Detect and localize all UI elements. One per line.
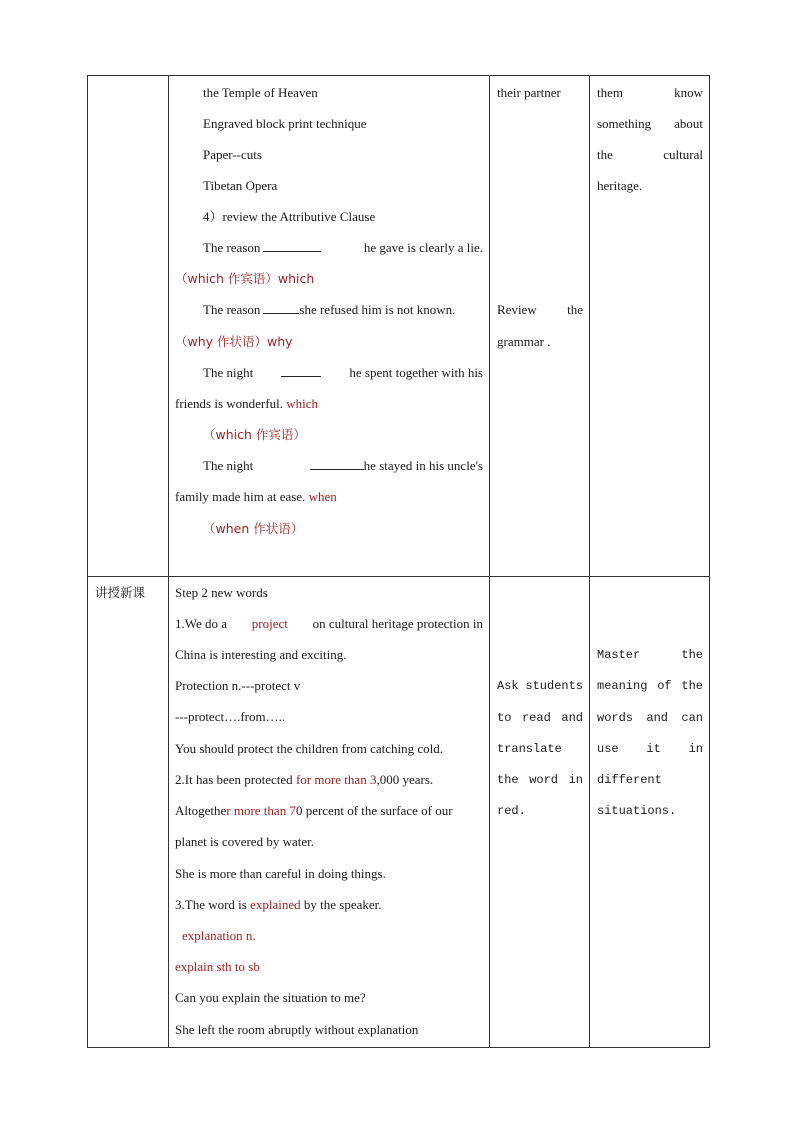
answer-line: （which 作宾语） [203, 427, 306, 442]
purpose-cell [590, 76, 710, 577]
activity-line: grammar . [497, 334, 551, 349]
content-line: Tibetan Opera [203, 178, 278, 193]
table-row [88, 76, 710, 577]
purpose-line: different [597, 773, 662, 787]
content-line: the Temple of Heaven [203, 85, 318, 100]
purpose-line: meaning of the [597, 679, 703, 693]
activity-cell [490, 577, 590, 1048]
answer-blank [310, 458, 364, 470]
vocab-line: ---protect….from….. [175, 709, 286, 724]
stage-label: 讲授新课 [95, 585, 146, 600]
answer-blank [281, 365, 321, 377]
example-sentence: The reason she refused him is not known. [203, 302, 456, 317]
content-line: Engraved block print technique [203, 116, 367, 131]
purpose-line: situations. [597, 804, 677, 818]
vocab-line: You should protect the children from catching cold. [175, 741, 444, 756]
activity-line: Review the [497, 302, 583, 317]
table-row [88, 577, 710, 1048]
answer-line: （which 作宾语）which [175, 271, 315, 286]
purpose-line: Master the [597, 648, 703, 662]
stage-cell [88, 577, 169, 1048]
answer-blank [263, 240, 321, 252]
example-sentence-cont: China is interesting and exciting. [175, 647, 347, 662]
answer-blank [263, 302, 299, 314]
vocab-line: explain sth to sb [175, 959, 260, 974]
purpose-line: something about [597, 116, 703, 131]
answer-line: （when 作状语） [203, 521, 304, 536]
content-line: Paper--cuts [203, 147, 262, 162]
example-sentence-cont: friends is wonderful. which [175, 396, 318, 411]
example-sentence-cont: family made him at ease. when [175, 489, 337, 504]
purpose-line: use it in [597, 742, 703, 756]
example-sentence: The night he stayed in his uncle's [203, 458, 483, 473]
content-cell [169, 76, 490, 577]
example-sentence: 1.We do a project on cultural heritage protection in [175, 616, 483, 631]
example-sentence: The reason he gave is clearly a lie. [203, 240, 483, 255]
example-sentence-cont: planet is covered by water. [175, 834, 314, 849]
answer-line: （why 作状语）why [175, 334, 293, 349]
activity-line: red. [497, 804, 526, 818]
activity-line: translate [497, 742, 562, 756]
vocab-line: She is more than careful in doing things. [175, 866, 386, 881]
activity-cell [490, 76, 590, 577]
example-sentence: The night he spent together with his [203, 365, 483, 380]
vocab-line: explanation n. [182, 928, 256, 943]
purpose-line: heritage. [597, 178, 643, 193]
activity-line: their partner [497, 85, 561, 100]
vocab-line: Protection n.---protect v [175, 678, 301, 693]
purpose-cell [590, 577, 710, 1048]
example-sentence: 3.The word is explained by the speaker. [175, 897, 382, 912]
activity-line: the word in [497, 773, 583, 787]
section-heading: 4）review the Attributive Clause [203, 209, 376, 224]
purpose-line: the cultural [597, 147, 703, 162]
lesson-plan-table [87, 75, 710, 1048]
example-sentence: Altogether more than 70 percent of the surface of our [175, 803, 453, 818]
vocab-line: She left the room abruptly without explanation [175, 1022, 419, 1037]
vocab-line: Can you explain the situation to me? [175, 990, 366, 1005]
purpose-line: words and can [597, 711, 703, 725]
stage-cell-empty [88, 76, 169, 577]
purpose-line: them know [597, 85, 703, 100]
step-heading: Step 2 new words [175, 585, 268, 600]
example-sentence: 2.It has been protected for more than 3,000 years. [175, 772, 434, 787]
activity-line: Ask students [497, 679, 583, 693]
content-cell [169, 577, 490, 1048]
activity-line: to read and [497, 711, 583, 725]
